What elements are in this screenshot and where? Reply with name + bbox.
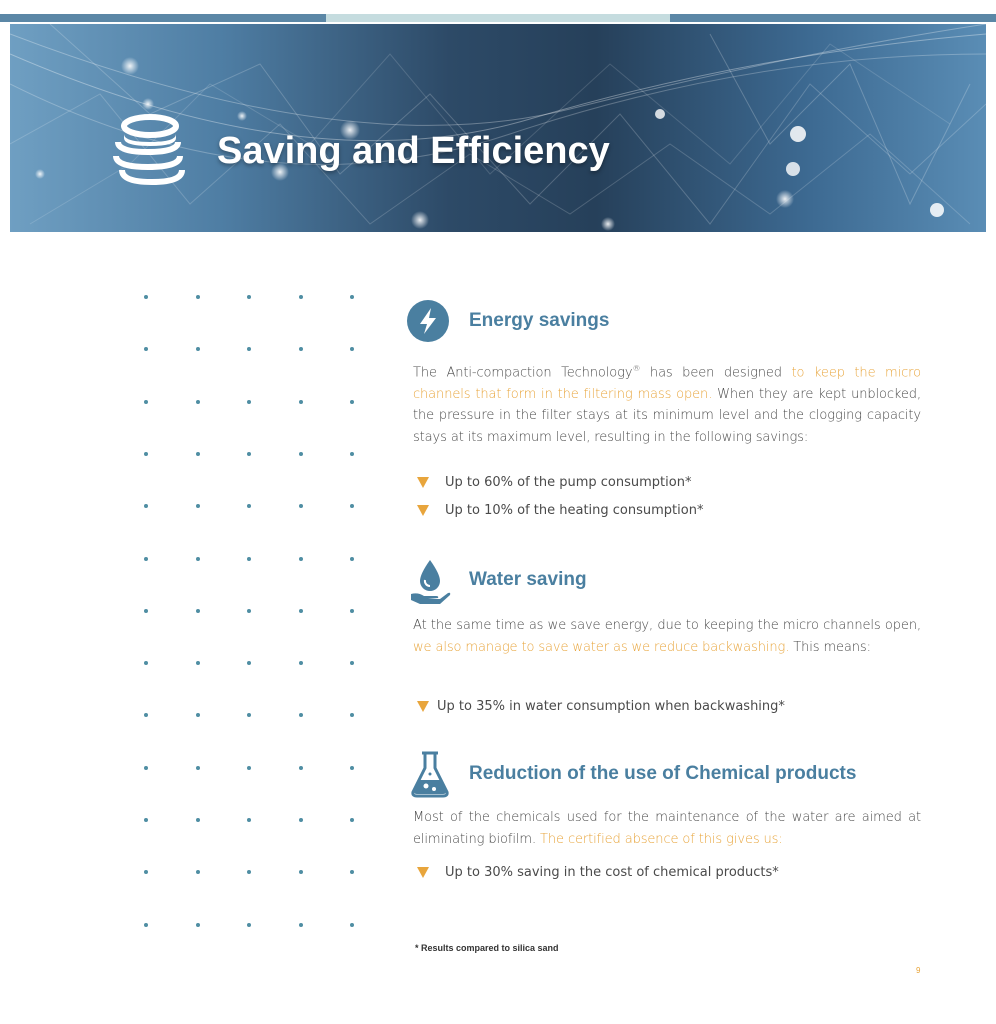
bullet-triangle-icon xyxy=(417,477,429,488)
grid-dot xyxy=(144,557,148,561)
top-color-bar xyxy=(0,14,996,22)
grid-dot xyxy=(196,870,200,874)
grid-dot xyxy=(247,400,251,404)
header-banner xyxy=(10,24,986,232)
grid-dot xyxy=(144,870,148,874)
footnote: * Results compared to silica sand xyxy=(415,943,559,953)
grid-dot xyxy=(350,713,354,717)
grid-dot xyxy=(350,766,354,770)
grid-dot xyxy=(299,452,303,456)
grid-dot xyxy=(196,766,200,770)
page-title: Saving and Efficiency xyxy=(217,130,610,172)
water-saving-paragraph: At the same time as we save energy, due to keeping the micro channels open, we also manage to save water as we reduce backwashing. This means: xyxy=(413,618,921,655)
grid-dot xyxy=(196,923,200,927)
grid-dot xyxy=(247,766,251,770)
grid-dot xyxy=(350,870,354,874)
list-item: Up to 30% saving in the cost of chemical products* xyxy=(445,865,779,880)
grid-dot xyxy=(144,609,148,613)
grid-dot xyxy=(350,347,354,351)
grid-dot xyxy=(299,295,303,299)
grid-dot xyxy=(247,557,251,561)
list-item: Up to 60% of the pump consumption* xyxy=(445,475,692,490)
grid-dot xyxy=(299,347,303,351)
bullet-triangle-icon xyxy=(417,867,429,878)
dot-grid-decoration xyxy=(140,295,360,935)
list-item: Up to 10% of the heating consumption* xyxy=(445,503,704,518)
grid-dot xyxy=(196,557,200,561)
grid-dot xyxy=(196,504,200,508)
grid-dot xyxy=(350,400,354,404)
grid-dot xyxy=(196,347,200,351)
grid-dot xyxy=(247,713,251,717)
grid-dot xyxy=(144,713,148,717)
energy-savings-paragraph: The Anti-compaction Technology® has been designed to keep the micro channels that form in the filtering mass open. When they are kept unblocked, the pressure in the filter stays at its minimum level and the clogging capacity stays at its maximum level, resulting in the following savings: xyxy=(413,364,921,445)
grid-dot xyxy=(299,504,303,508)
grid-dot xyxy=(350,661,354,665)
grid-dot xyxy=(196,713,200,717)
grid-dot xyxy=(196,452,200,456)
chemical-reduction-paragraph: Most of the chemicals used for the maintenance of the water are aimed at eliminating biofilm. The certified absence of this gives us: xyxy=(413,810,921,847)
grid-dot xyxy=(247,504,251,508)
grid-dot xyxy=(247,818,251,822)
grid-dot xyxy=(144,766,148,770)
grid-dot xyxy=(144,347,148,351)
water-drop-hand-icon xyxy=(408,558,452,606)
grid-dot xyxy=(144,661,148,665)
grid-dot xyxy=(144,818,148,822)
grid-dot xyxy=(247,661,251,665)
grid-dot xyxy=(350,557,354,561)
bullet-triangle-icon xyxy=(417,505,429,516)
water-saving-title: Water saving xyxy=(469,569,587,590)
grid-dot xyxy=(196,295,200,299)
grid-dot xyxy=(350,452,354,456)
grid-dot xyxy=(350,295,354,299)
chemical-reduction-title: Reduction of the use of Chemical products xyxy=(469,763,857,784)
grid-dot xyxy=(144,923,148,927)
grid-dot xyxy=(299,557,303,561)
coins-icon xyxy=(110,112,194,192)
grid-dot xyxy=(247,295,251,299)
grid-dot xyxy=(299,818,303,822)
grid-dot xyxy=(247,347,251,351)
grid-dot xyxy=(196,661,200,665)
grid-dot xyxy=(144,452,148,456)
bullet-triangle-icon xyxy=(417,701,429,712)
grid-dot xyxy=(299,400,303,404)
grid-dot xyxy=(299,609,303,613)
lightning-icon xyxy=(406,299,450,343)
grid-dot xyxy=(350,504,354,508)
grid-dot xyxy=(196,400,200,404)
list-item: Up to 35% in water consumption when backwashing* xyxy=(437,699,785,714)
grid-dot xyxy=(299,713,303,717)
page-number: 9 xyxy=(916,966,921,975)
grid-dot xyxy=(350,609,354,613)
grid-dot xyxy=(247,452,251,456)
grid-dot xyxy=(299,661,303,665)
grid-dot xyxy=(196,818,200,822)
grid-dot xyxy=(299,870,303,874)
grid-dot xyxy=(299,766,303,770)
grid-dot xyxy=(144,400,148,404)
grid-dot xyxy=(144,295,148,299)
grid-dot xyxy=(196,609,200,613)
grid-dot xyxy=(247,609,251,613)
grid-dot xyxy=(350,818,354,822)
grid-dot xyxy=(247,923,251,927)
grid-dot xyxy=(144,504,148,508)
energy-savings-title: Energy savings xyxy=(469,310,610,331)
grid-dot xyxy=(247,870,251,874)
grid-dot xyxy=(299,923,303,927)
flask-icon xyxy=(408,750,452,798)
grid-dot xyxy=(350,923,354,927)
